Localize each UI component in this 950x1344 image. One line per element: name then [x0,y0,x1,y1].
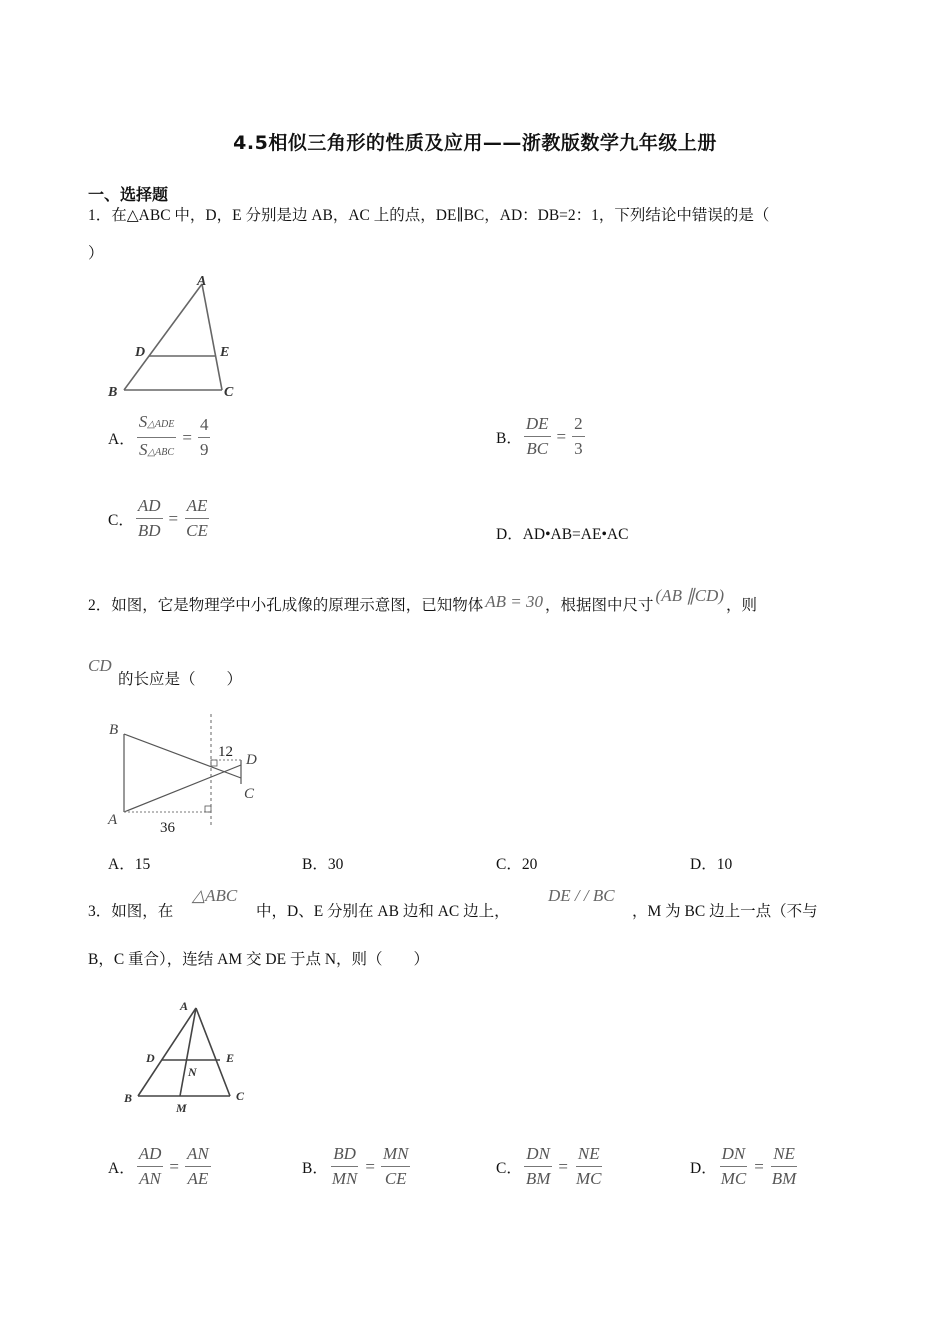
q1-option-a[interactable] [108,412,212,463]
q3-option-c-label: C． [496,1159,522,1177]
q1-b-num: DE [524,414,551,437]
q3-option-d-formula [717,1144,801,1189]
q1-label-a: A [197,274,207,289]
q2-option-a-value: 15 [134,856,151,873]
q2-option-a[interactable] [108,852,150,874]
q3-d-den: MC [720,1169,747,1188]
q1-a-den-sub: △ABC [147,447,175,458]
q2-option-a-label: A． [108,856,135,873]
q3-math-parallel: DE / / BC [548,886,615,905]
q3-c-eq: = [558,1156,568,1176]
q1-option-b[interactable] [496,414,587,459]
q3-b-rden: CE [384,1169,407,1188]
q3-c-rden: MC [575,1169,602,1188]
q2-option-b-label: B． [302,856,328,873]
q1-a-rnum: 4 [198,415,211,438]
q3-c-num: DN [524,1144,552,1167]
q3-option-b-formula [328,1144,413,1189]
q3-stem-line2: B，C 重合），连结 AM 交 DE 于点 N，则（ ） [88,951,430,968]
q1-option-c-label: C． [108,511,134,529]
q3-b-eq: = [365,1156,375,1176]
q2-stem-line1 [88,586,758,616]
q1-a-num-sub: △ADE [147,419,175,430]
q2-option-b[interactable] [302,852,343,874]
q1-option-c[interactable] [108,496,212,541]
q1-b-den: BC [526,439,549,458]
q3-b-rnum: MN [381,1144,411,1167]
q1-option-d-text: AD•AB=AE•AC [522,526,629,543]
q1-option-b-label: B． [496,429,522,447]
q3-a-eq: = [169,1156,179,1176]
q2-ray-a [124,765,241,812]
q3-label-c: C [236,1089,245,1103]
q2-label-d: D [246,752,257,768]
q1-a-eq: = [182,427,192,447]
q3-d-eq: = [754,1156,764,1176]
q3-c-rnum: NE [576,1144,602,1167]
q2-label-36: 36 [160,820,175,836]
q3-option-d[interactable] [690,1144,800,1189]
q3-label-e: E [226,1051,235,1065]
q3-label-d: D [146,1051,155,1065]
q3-option-c[interactable] [496,1144,605,1189]
q2-pinhole-figure [104,712,274,836]
q3-d-num: DN [720,1144,748,1167]
q2-option-c[interactable] [496,852,537,874]
q3-side-ac [196,1008,230,1096]
q1-option-c-formula [134,496,212,541]
q1-label-d: D [135,345,146,360]
q2-option-d-label: D． [690,856,717,873]
q1-side-ac [202,284,222,390]
q1-triangle-figure [104,272,254,400]
q3-b-num: BD [331,1144,358,1167]
q2-stem-part3: ，则 [726,597,758,614]
q2-stem-line2: 的长应是（ ） [118,671,243,688]
q2-option-c-value: 20 [521,856,538,873]
q3-b-den: MN [331,1169,358,1188]
q3-a-rnum: AN [185,1144,211,1167]
q2-option-c-label: C． [496,856,522,873]
q1-a-den: S [138,440,148,459]
q2-stem-part2: ，根据图中尺寸 [545,597,654,614]
q2-option-d-value: 10 [716,856,733,873]
q3-option-a-formula [135,1144,213,1189]
q1-option-a-formula [135,412,213,463]
q3-stem-part1: 3．如图，在 [88,903,174,920]
q3-d-rnum: NE [771,1144,797,1167]
q1-b-eq: = [556,426,567,446]
q3-label-m: M [176,1101,187,1115]
q1-a-num: S [138,412,148,431]
q1-c-num: AD [136,496,163,519]
q2-option-d[interactable] [690,852,732,874]
q1-stem-line2: ） [88,245,104,262]
q3-stem-part3: ，M 为 BC 边上一点（不与 [632,903,818,920]
q2-right-angle-top [211,760,217,766]
q3-option-b[interactable] [302,1144,412,1189]
q2-label-c: C [244,786,255,802]
q2-option-b-value: 30 [327,856,344,873]
section-heading: 一、选择题 [88,185,169,204]
q1-c-eq: = [168,508,179,528]
page-title: 4.5相似三角形的性质及应用——浙教版数学九年级上册 [233,132,717,154]
q1-label-e: E [220,345,230,360]
q2-stem-part1: 2．如图，它是物理学中小孔成像的原理示意图，已知物体 [88,597,484,614]
q1-c-rnum: AE [185,496,210,519]
q1-option-d[interactable] [496,522,628,544]
q1-option-a-label: A． [108,430,135,448]
q2-label-12: 12 [218,744,233,760]
q3-label-a: A [180,999,189,1013]
q3-option-d-label: D． [690,1159,717,1177]
q3-stem-part2: 中，D、E 分别在 AB 边和 AC 边上， [256,903,510,920]
q1-b-rden: 3 [574,439,583,458]
q3-label-b: B [124,1091,133,1105]
q3-d-rden: BM [771,1169,797,1188]
q1-side-ab [124,284,202,390]
q3-c-den: BM [525,1169,551,1188]
q2-math-cd: CD [88,656,112,675]
q3-label-n: N [188,1065,197,1079]
q2-right-angle-bottom [205,806,211,812]
q1-label-c: C [224,385,234,400]
q2-math-ab: AB = 30 [485,592,544,611]
q3-triangle-figure [118,994,258,1116]
q1-b-rnum: 2 [572,414,585,437]
q3-a-rden: AE [187,1169,209,1188]
q3-option-a-label: A． [108,1159,135,1177]
q2-label-b: B [109,722,119,738]
q3-option-b-label: B． [302,1159,328,1177]
q2-label-a: A [108,812,118,828]
q3-math-triangle: △ABC [192,886,238,905]
q3-option-c-formula [522,1144,606,1189]
q1-c-den: BD [137,521,161,540]
q1-stem-line1: 1．在△ABC 中，D，E 分别是边 AB，AC 上的点，DE∥BC，AD：DB=2：1，下列结论中错误的是（ [88,207,770,224]
q3-option-a[interactable] [108,1144,213,1189]
q1-a-rden: 9 [199,440,209,459]
q2-math-parallel: (AB ∥CD) [655,586,724,605]
q1-option-d-label: D． [496,526,523,543]
q1-c-rden: CE [186,521,208,540]
q3-a-den: AN [139,1169,161,1188]
q1-option-b-formula [522,414,587,459]
q3-a-num: AD [137,1144,164,1167]
q1-label-b: B [108,385,118,400]
